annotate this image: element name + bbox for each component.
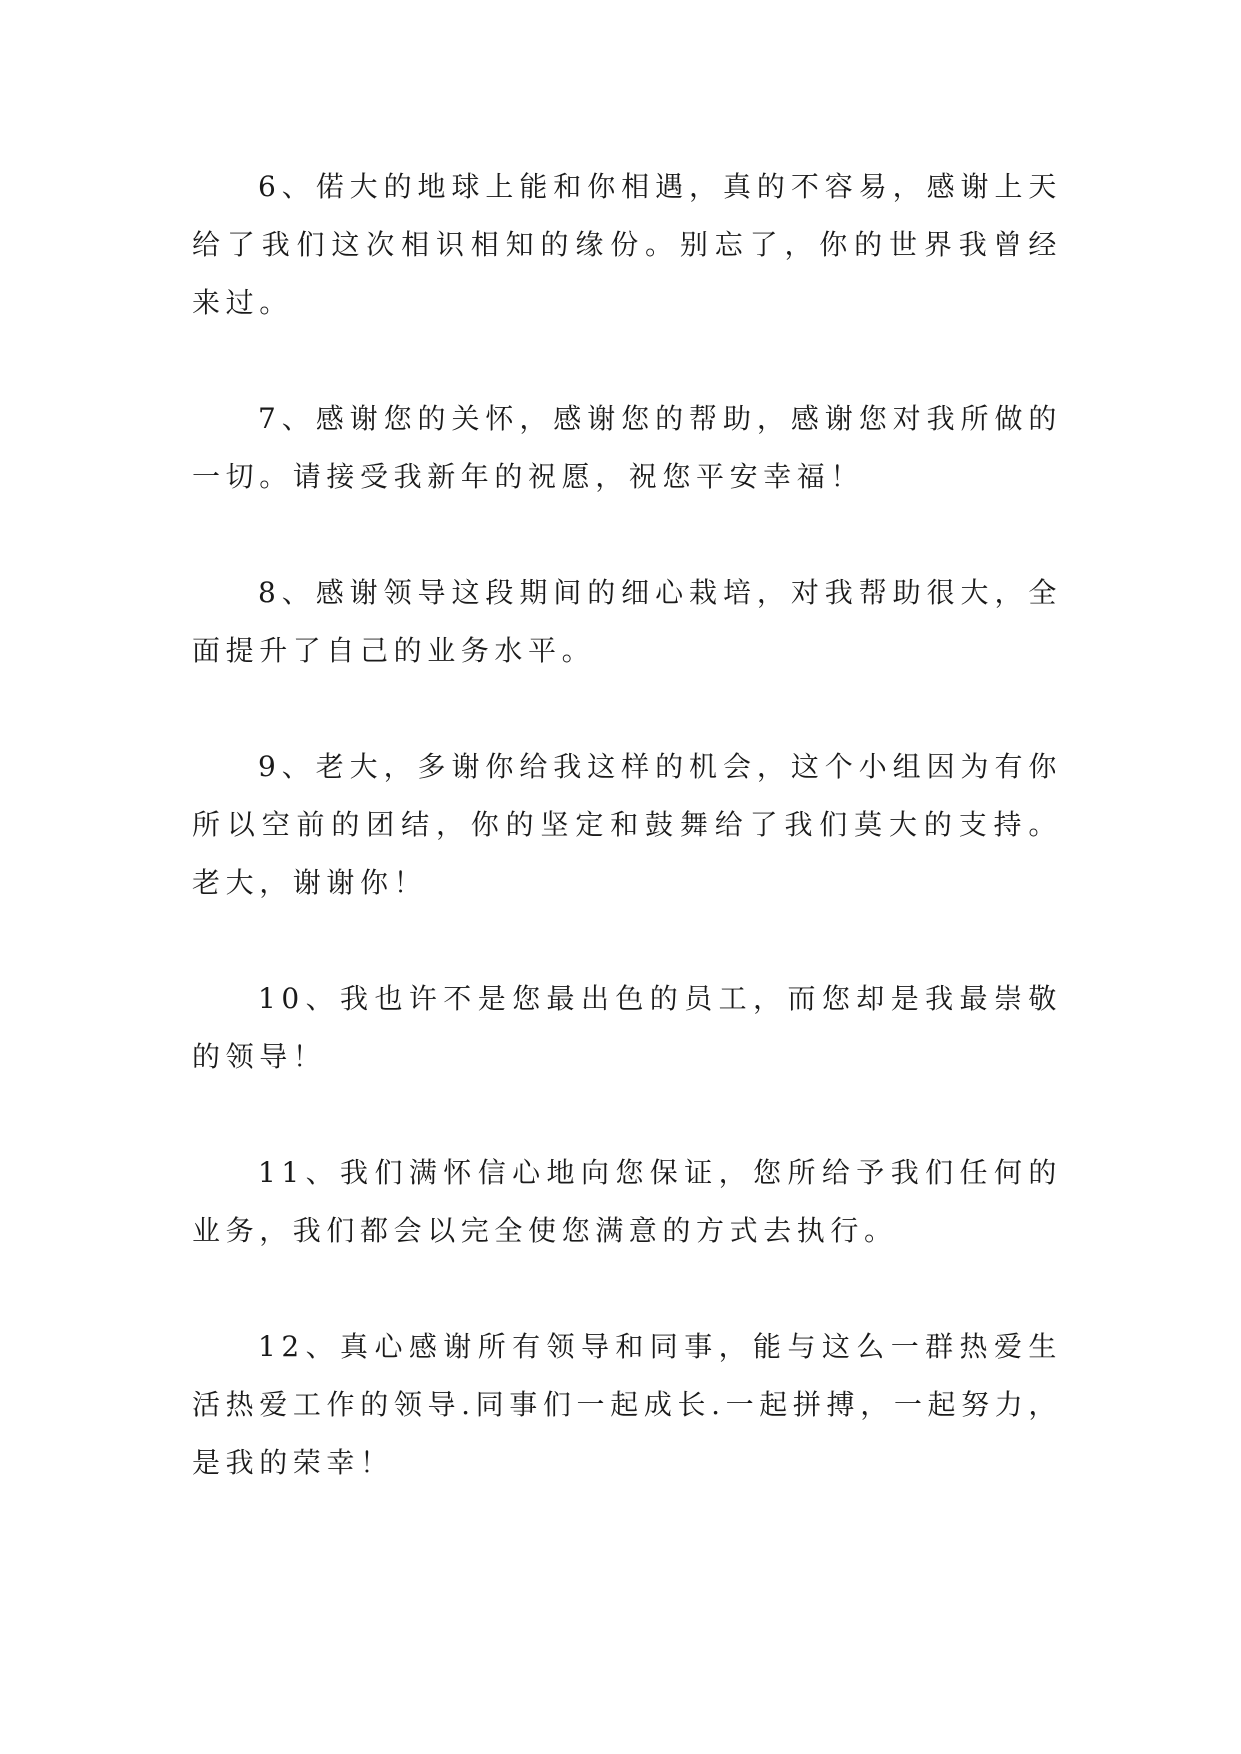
paragraph-11: 11、我们满怀信心地向您保证，您所给予我们任何的业务，我们都会以完全使您满意的方式去执行。 bbox=[192, 1156, 1062, 1247]
document-body bbox=[192, 158, 1062, 1492]
paragraph-7: 7、感谢您的关怀，感谢您的帮助，感谢您对我所做的一切。请接受我新年的祝愿，祝您平安幸福！ bbox=[192, 402, 1062, 493]
paragraph-6: 6、偌大的地球上能和你相遇，真的不容易，感谢上天给了我们这次相识相知的缘份。别忘了，你的世界我曾经来过。 bbox=[192, 170, 1062, 319]
paragraph-9: 9、老大，多谢你给我这样的机会，这个小组因为有你所以空前的团结，你的坚定和鼓舞给了我们莫大的支持。老大，谢谢你！ bbox=[192, 750, 1062, 899]
paragraph-10: 10、我也许不是您最出色的员工，而您却是我最崇敬的领导！ bbox=[192, 982, 1062, 1073]
paragraph-8: 8、感谢领导这段期间的细心栽培，对我帮助很大，全面提升了自己的业务水平。 bbox=[192, 576, 1062, 667]
paragraph-12: 12、真心感谢所有领导和同事，能与这么一群热爱生活热爱工作的领导.同事们一起成长.一起拼搏，一起努力，是我的荣幸！ bbox=[192, 1330, 1062, 1479]
